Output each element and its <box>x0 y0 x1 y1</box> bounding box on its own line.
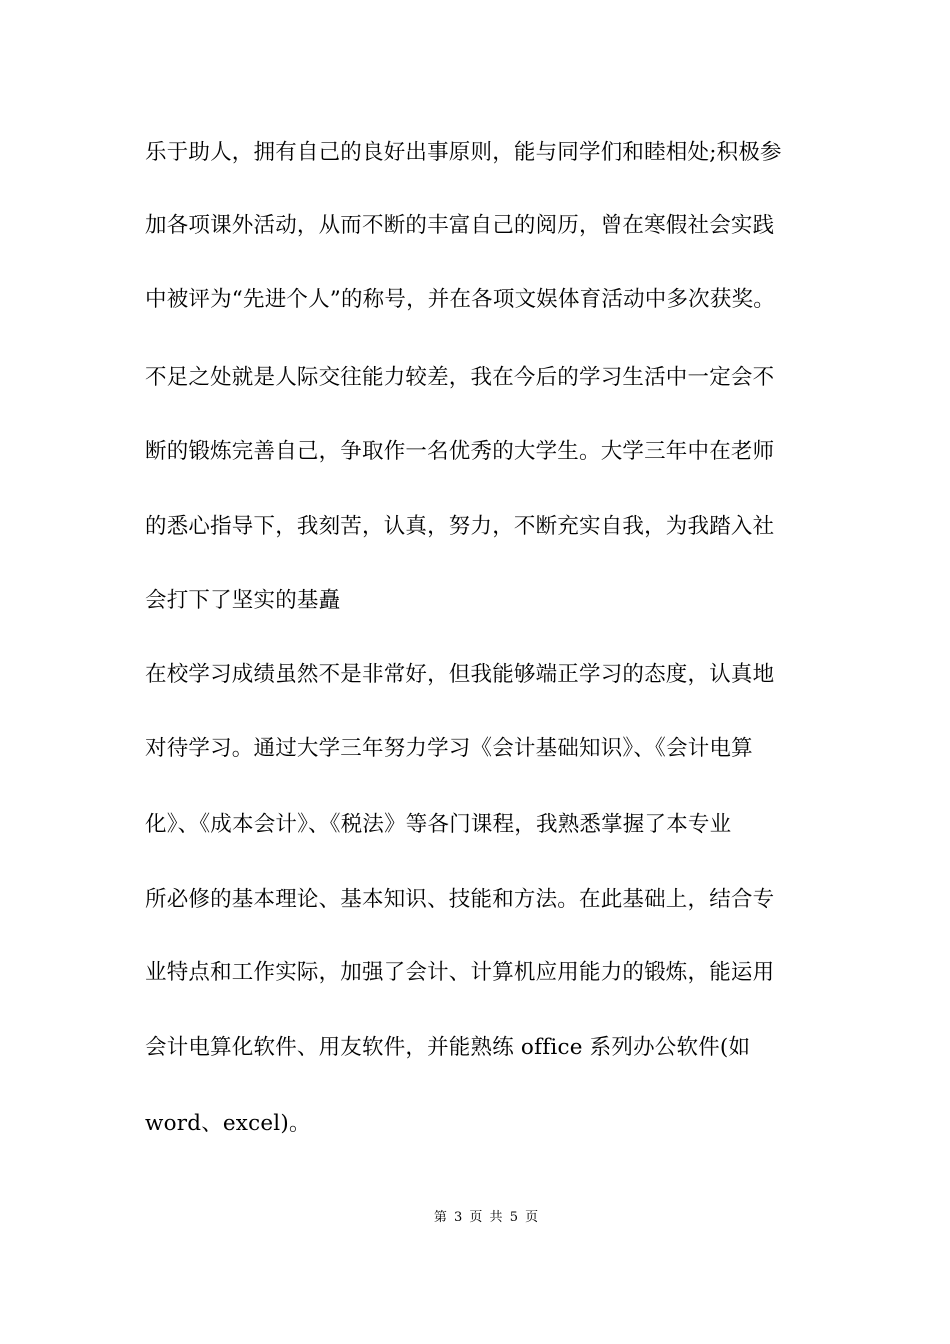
text-line: 中被评为“先进个人”的称号，并在各项文娱体育活动中多次获奖。 <box>145 287 775 312</box>
text-line: 不足之处就是人际交往能力较差，我在今后的学习生活中一定会不 <box>145 365 775 390</box>
text-line: word、excel)。 <box>145 1111 311 1136</box>
text-line: 加各项课外活动，从而不断的丰富自己的阅历，曾在寒假社会实践 <box>145 213 775 238</box>
text-line: 在校学习成绩虽然不是非常好，但我能够端正学习的态度，认真地 <box>145 662 775 687</box>
text-line: 会打下了坚实的基矗 <box>145 588 341 613</box>
text-line: 业特点和工作实际，加强了会计、计算机应用能力的锻炼，能运用 <box>145 960 775 985</box>
text-line: 会计电算化软件、用友软件，并能熟练 office 系列办公软件(如 <box>145 1035 751 1060</box>
page-number-footer: 第 3 页 共 5 页 <box>433 1210 539 1225</box>
text-line: 断的锻炼完善自己，争取作一名优秀的大学生。大学三年中在老师 <box>145 439 775 464</box>
text-line: 乐于助人，拥有自己的良好出事原则，能与同学们和睦相处;积极参 <box>145 140 782 165</box>
text-line: 所必修的基本理论、基本知识、技能和方法。在此基础上，结合专 <box>145 887 775 912</box>
text-line: 的悉心指导下，我刻苦，认真，努力，不断充实自我，为我踏入社 <box>145 514 775 539</box>
text-line: 化》、《成本会计》、《税法》等各门课程，我熟悉掌握了本专业 <box>145 812 732 837</box>
text-line: 对待学习。通过大学三年努力学习《会计基础知识》、《会计电算 <box>145 736 753 761</box>
